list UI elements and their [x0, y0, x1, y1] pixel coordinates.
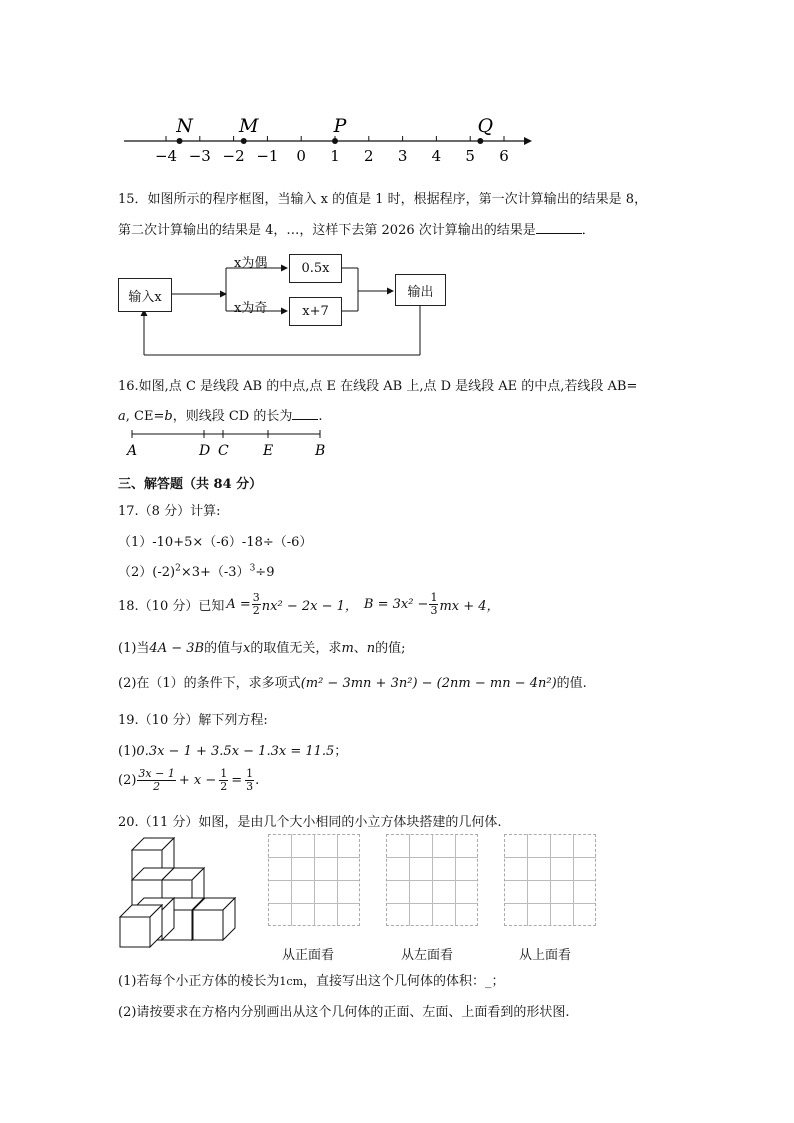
- point-m-dot: [241, 138, 247, 144]
- front-view-grid[interactable]: [268, 834, 360, 926]
- tick-label: 5: [465, 147, 475, 165]
- q16-line1: 16.如图,点 C 是线段 AB 的中点,点 E 在线段 AB 上,点 D 是线段 AE 的中点,若线段 AB=: [118, 379, 638, 394]
- point-e-label: E: [263, 443, 274, 459]
- q20-part2: (2)请按要求在方格内分别画出从这个几何体的正面、左面、上面看到的形状图.: [118, 1005, 570, 1020]
- q19-title: 19.（10 分）解下列方程:: [118, 713, 268, 728]
- point-c-label: C: [218, 443, 229, 459]
- q18-part2: (2)在（1）的条件下，求多项式(m² − 3mn + 3n²) − (2nm − mn − 4n²)的值.: [118, 676, 587, 691]
- number-line: [120, 108, 540, 170]
- tick-label: 0: [296, 147, 306, 165]
- flow-odd-label: x为奇: [234, 301, 268, 316]
- q17-title: 17.（8 分）计算:: [118, 504, 221, 519]
- segment-ab-figure: [122, 428, 332, 462]
- flow-input-box: 输入x: [118, 278, 172, 312]
- tick-label: 6: [499, 147, 509, 165]
- cube: [193, 910, 223, 940]
- left-view-grid[interactable]: [386, 834, 478, 926]
- q18-part1: (1)当4A − 3B的值与x的取值无关，求m、n的值;: [118, 641, 406, 656]
- q19-part1: (1)0.3x − 1 + 3.5x − 1.3x = 11.5；: [118, 744, 348, 759]
- point-a-label: A: [127, 443, 138, 459]
- q15-line2: 第二次计算输出的结果是 4，…，这样下去第 2026 次计算输出的结果是 ．: [118, 223, 595, 238]
- q17-part2: $(2)(-2)^2\times 3+(-3)^3\div 9$: [118, 563, 275, 580]
- point-n-label: N: [176, 115, 193, 137]
- point-n-dot: [177, 138, 183, 144]
- q17-part1: （1）-10+5×（-6）-18÷（-6）: [118, 535, 313, 550]
- point-q-dot: [477, 138, 483, 144]
- cube: [120, 917, 150, 947]
- tick-label: −2: [222, 147, 245, 165]
- top-view-grid[interactable]: [504, 834, 596, 926]
- point-p-label: P: [333, 115, 347, 137]
- section-heading: 三、解答题（共 84 分）: [118, 477, 263, 492]
- q16-line2: a, CE=b，则线段 CD 的长为 .: [118, 409, 323, 424]
- q18-title: 18.（10 分）已知 A = $\frac{3}{2}$ nx² − 2x − 1， B = 3x² − $\frac{1}{3}$ mx + 4，: [118, 591, 500, 617]
- tick-label: −1: [256, 147, 279, 165]
- tick-label: −4: [154, 147, 178, 165]
- q20-title: 20.（11 分）如图，是由几个大小相同的小立方体块搭建的几何体.: [118, 815, 502, 830]
- answer-blank[interactable]: [536, 233, 582, 234]
- flow-odd-box: x+7: [289, 297, 342, 326]
- point-m-label: M: [239, 115, 259, 137]
- answer-blank[interactable]: [292, 419, 318, 420]
- flow-output-box: 输出: [395, 274, 446, 306]
- point-q-label: Q: [477, 115, 494, 137]
- tick-label: 4: [431, 147, 442, 165]
- q19-part2: (2) $\frac{3x - 1}{2}$ + x − $\frac{1}{2}$ = $\frac{1}{3}$ .: [118, 767, 260, 793]
- tick-label: 1: [330, 147, 340, 165]
- point-d-label: D: [199, 443, 211, 459]
- cube-stack-figure: [116, 836, 244, 954]
- tick-label: 3: [397, 147, 408, 165]
- point-b-label: B: [315, 443, 326, 459]
- flow-even-box: 0.5x: [289, 254, 342, 283]
- q15-line1: 15．如图所示的程序框图，当输入 x 的值是 1 时，根据程序，第一次计算输出的结果是 8，: [118, 192, 648, 207]
- tick-label: 2: [364, 147, 374, 165]
- point-p-dot: [332, 138, 338, 144]
- front-view-label: 从正面看: [282, 948, 335, 963]
- tick-label: −3: [188, 147, 211, 165]
- flow-even-label: x为偶: [234, 256, 268, 271]
- q20-part1: (1)若每个小正方体的棱长为1cm，直接写出这个几何体的体积：_；: [118, 974, 505, 989]
- top-view-label: 从上面看: [519, 948, 572, 963]
- left-view-label: 从左面看: [401, 948, 454, 963]
